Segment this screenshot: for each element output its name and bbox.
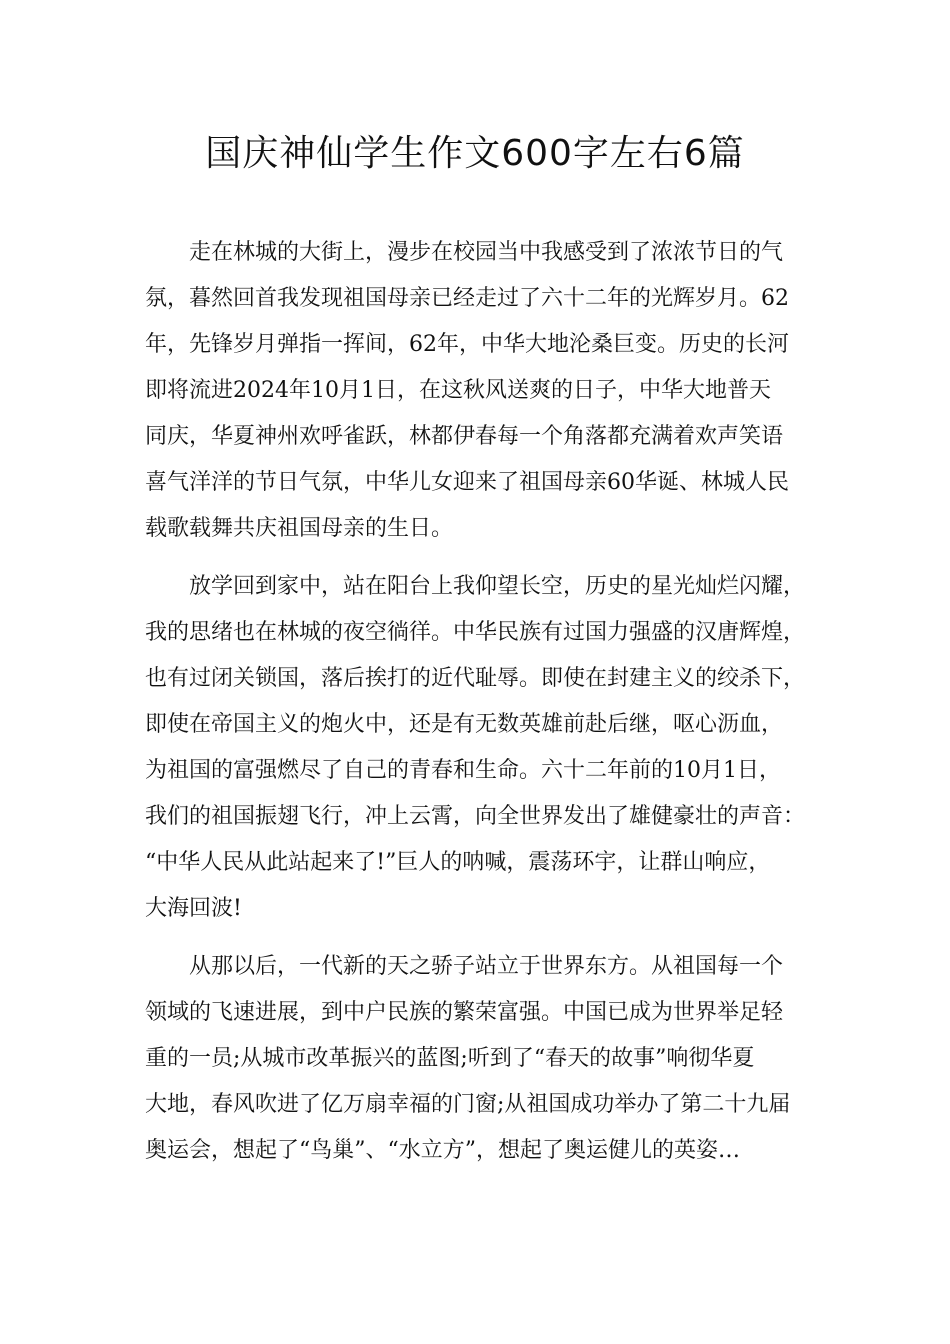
document-title: 国庆神仙学生作文600字左右6篇: [205, 133, 745, 174]
text-line: 即将流进2024年10月1日，在这秋风送爽的日子，中华大地普天: [145, 378, 771, 403]
text-line: 年，先锋岁月弹指一挥间，62年，中华大地沦桑巨变。历史的长河: [145, 332, 789, 357]
text-line: “中华人民从此站起来了!”巨人的呐喊，震荡环宇，让群山响应，: [145, 850, 771, 875]
text-line: 奥运会，想起了“鸟巢”、“水立方”，想起了奥运健儿的英姿…: [145, 1138, 740, 1163]
text-line: 载歌载舞共庆祖国母亲的生日。: [145, 516, 454, 541]
text-line: 我们的祖国振翅飞行，冲上云霄，向全世界发出了雄健豪壮的声音：: [145, 804, 806, 829]
text-line: 从那以后，一代新的天之骄子站立于世界东方。从祖国每一个: [189, 954, 784, 979]
text-line: 也有过闭关锁国，落后挨打的近代耻辱。即使在封建主义的绞杀下，: [145, 666, 806, 691]
text-line: 领域的飞速进展，到中户民族的繁荣富强。中国已成为世界举足轻: [145, 1000, 784, 1025]
text-line: 走在林城的大街上，漫步在校园当中我感受到了浓浓节日的气: [189, 240, 784, 265]
paragraph: [145, 564, 825, 932]
text-line: 氛，暮然回首我发现祖国母亲已经走过了六十二年的光辉岁月。62: [145, 286, 789, 311]
text-line: 为祖国的富强燃尽了自己的青春和生命。六十二年前的10月1日，: [145, 758, 781, 783]
text-line: 同庆，华夏神州欢呼雀跃，林都伊春每一个角落都充满着欢声笑语: [145, 424, 784, 449]
paragraph: [145, 944, 825, 1174]
text-line: 放学回到家中，站在阳台上我仰望长空，历史的星光灿烂闪耀，: [189, 574, 806, 599]
text-line: 重的一员;从城市改革振兴的蓝图;听到了“春天的故事”响彻华夏: [145, 1046, 755, 1071]
text-line: 大地，春风吹进了亿万扇幸福的门窗;从祖国成功举办了第二十九届: [145, 1092, 791, 1117]
text-line: 大海回波!: [145, 896, 242, 921]
text-line: 喜气洋洋的节日气氛，中华儿女迎来了祖国母亲60华诞、林城人民: [145, 470, 789, 495]
document-body: [145, 230, 825, 1174]
text-line: 即使在帝国主义的炮火中，还是有无数英雄前赴后继，呕心沥血，: [145, 712, 784, 737]
paragraph: [145, 230, 825, 552]
text-line: 我的思绪也在林城的夜空徜徉。中华民族有过国力强盛的汉唐辉煌，: [145, 620, 806, 645]
